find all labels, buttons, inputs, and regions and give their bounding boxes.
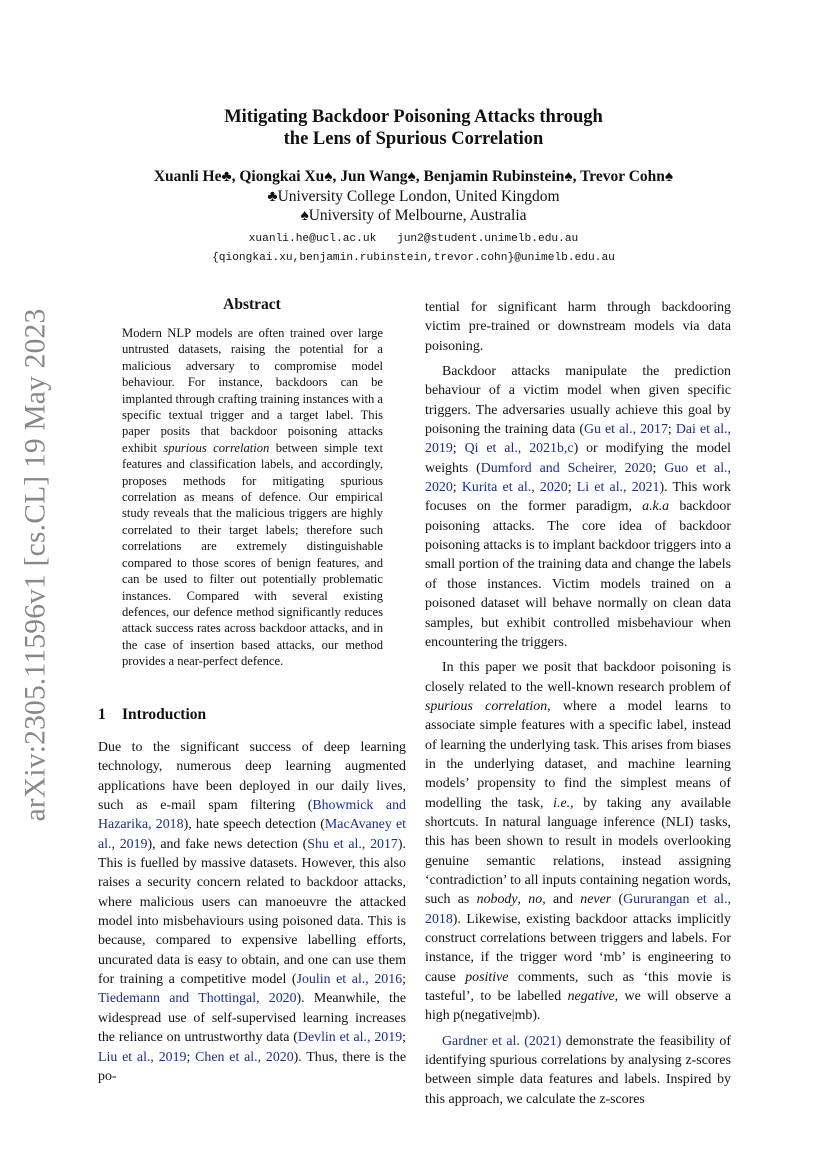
- paragraph-backdoor-attacks: Backdoor attacks manipulate the prediction behaviour of a victim model when given specific triggers. The adversaries usually achieve this goal by poisoning the training data (Gu et al., 2017; Dai et al., 2019; Qi et al., 2021b,c) or modifying the model weights (Dumford and Scheirer, 2020; Guo et al., 2020; Kurita et al., 2020; Li et al., 2021). This work focuses on the former paradigm, a.k.a backdoor poisoning attacks. The core idea of backdoor poisoning attacks is to implant backdoor triggers into a small portion of the training data and change the labels of those instances. Victim models trained on a poisoned dataset will behave normally on clean data samples, but exhibit controlled misbehaviour when encountering the triggers.: [425, 364, 731, 650]
- email-row-1: [100, 233, 727, 245]
- citation-link[interactable]: Qi et al., 2021b,c: [464, 441, 574, 457]
- citation-link[interactable]: Bhowmick and Hazarika, 2018: [98, 798, 406, 833]
- math-expression: p(negative|mb): [453, 1008, 537, 1024]
- citation-link[interactable]: Kurita et al., 2020: [461, 480, 568, 496]
- abstract-paragraph: Modern NLP models are often trained over large untrusted datasets, raising the potential for a malicious adversary to compromise model behaviour. For instance, backdoors can be implanted through crafting training instances with a specific textual trigger and a target label. This paper posits that backdoor poisoning attacks exhibit spurious correlation between simple text features and classification labels, and accordingly, proposes methods for mitigating spurious correlation as means of defence. Our empirical study reveals that the malicious triggers are highly correlated to their target labels; therefore such correlations are extremely distinguishable compared to those scores of benign features, and can be used to filter out potentially problematic instances. Compared with several existing defences, our defence method significantly reduces attack success rates across backdoor attacks, and in the case of insertion based attacks, our method provides a near-perfect defence.: [122, 326, 383, 669]
- abstract-emphasis: spurious correlation: [163, 440, 270, 455]
- arxiv-identifier: arXiv:2305.11596v1 [cs.CL] 19 May 2023: [19, 308, 52, 822]
- email-wang[interactable]: jun2@student.unimelb.edu.au: [397, 233, 579, 245]
- citation-link[interactable]: Gu et al., 2017: [583, 422, 668, 438]
- citation-link[interactable]: MacAvaney et al., 2019: [98, 817, 406, 852]
- email-row-2: [100, 252, 727, 264]
- citation-link[interactable]: Gardner et al. (2021): [442, 1033, 562, 1049]
- paragraph-spurious-correlation: In this paper we posit that backdoor poisoning is closely related to the well-known research problem of spurious correlation, where a model learns to associate simple features with a specific label, instead of learning the underlying task. This arises from biases in the underlying dataset, and machine learning models’ propensity to find the simplest means of modelling the task, i.e., by taking any available shortcuts. In natural language inference (NLI) tasks, this has been shown to result in models overlooking genuine semantic relations, instead assigning ‘contradiction’ to all inputs containing negation words, such as nobody, no, and never (Gururangan et al., 2018). Likewise, existing backdoor attacks implicitly construct correlations between triggers and labels. For instance, if the trigger word ‘mb’ is engineering to cause positive comments, such as ‘this movie is tasteful’, to be labelled negative, we will observe a high p(negative|mb).: [425, 660, 731, 1024]
- citation-link[interactable]: Liu et al., 2019: [98, 1049, 187, 1065]
- citation-link[interactable]: Guo et al., 2020: [425, 460, 731, 496]
- citation-link[interactable]: Shu et al., 2017: [307, 836, 398, 852]
- paper-title: [100, 106, 727, 150]
- citation-link[interactable]: Devlin et al., 2019: [297, 1030, 403, 1046]
- intro-paragraph: Due to the significant success of deep learning technology, numerous deep learning augmented applications have been deployed in our daily lives, such as e-mail spam filtering (Bhowmick and Hazarika, 2018), hate speech detection (MacAvaney et al., 2019), and fake news detection (Shu et al., 2017). This is fuelled by massive datasets. However, this also raises a security concern related to backdoor attacks, where malicious users can manoeuvre the attacked model into misbehaviours using poisoned data. This is because, compared to expensive labelling efforts, uncurated data is easy to obtain, and one can use them for training a competitive model (Joulin et al., 2016; Tiedemann and Thottingal, 2020). Meanwhile, the widespread use of self-supervised learning increases the reliance on untrustworthy data (Devlin et al., 2019; Liu et al., 2019; Chen et al., 2020). Thus, there is the po-: [98, 740, 407, 1084]
- citation-link[interactable]: Gururangan et al., 2018: [425, 892, 731, 927]
- email-group[interactable]: {qiongkai.xu,benjamin.rubinstein,trevor.cohn}@unimelb.edu.au: [212, 252, 615, 264]
- section-title: Introduction: [122, 706, 207, 723]
- abstract-heading: Abstract: [223, 296, 281, 313]
- introduction-body: [98, 738, 406, 1086]
- paragraph-zscores: Gardner et al. (2021) demonstrate the feasibility of identifying spurious correlations by analysing z-scores between simple data features and labels. Inspired by this approach, we calculate the z-scores: [425, 1033, 731, 1107]
- title-line-1: Mitigating Backdoor Poisoning Attacks through: [224, 107, 603, 127]
- citation-link[interactable]: Dai et al., 2019: [425, 422, 731, 457]
- citation-link[interactable]: Chen et al., 2020: [195, 1049, 294, 1065]
- paragraph-continuation: tential for significant harm through backdooring victim pre-trained or downstream models via data poisoning.: [425, 300, 731, 354]
- arxiv-sidebar: [6, 260, 66, 870]
- citation-link[interactable]: Tiedemann and Thottingal, 2020: [98, 991, 297, 1007]
- right-column: [425, 298, 731, 1109]
- author-list: Xuanli He♣, Qiongkai Xu♠, Jun Wang♠, Benjamin Rubinstein♠, Trevor Cohn♠: [153, 168, 674, 185]
- affiliation-ucl: ♣University College London, United Kingdom: [267, 188, 560, 205]
- abstract-body: [122, 325, 383, 670]
- section-number: 1: [98, 706, 106, 723]
- citation-link[interactable]: Li et al., 2021: [576, 480, 660, 496]
- affiliation-melbourne: ♠University of Melbourne, Australia: [300, 207, 527, 224]
- title-line-2: the Lens of Spurious Correlation: [283, 129, 544, 149]
- citation-link[interactable]: Joulin et al., 2016: [296, 972, 403, 988]
- citation-link[interactable]: Dumford and Scheirer, 2020: [480, 460, 653, 476]
- section-heading-introduction: [98, 706, 206, 724]
- email-he[interactable]: xuanli.he@ucl.ac.uk: [248, 233, 377, 245]
